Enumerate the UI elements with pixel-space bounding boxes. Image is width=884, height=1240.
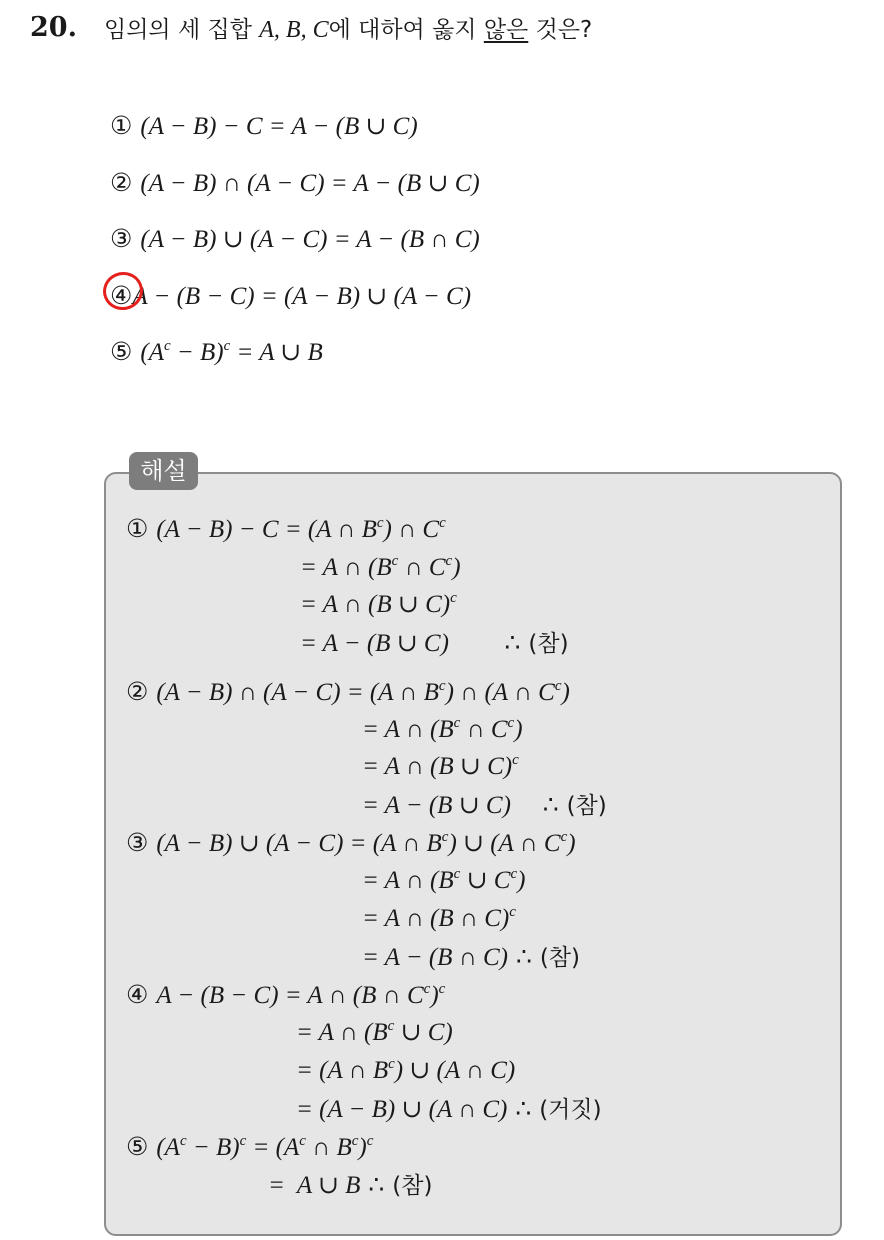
solution-3-line-1: ③ (A − B) ∪ (A − C) = (A ∩ $B^c$) ∪ (A ∩ $C^c$) <box>126 828 576 857</box>
choice-5-marker: ⑤ <box>110 337 133 366</box>
solution-2-line-3: = A ∩ (B ∪ C)$^c$ <box>362 752 519 780</box>
choice-3-expr: (A − B) ∪ (A − C) = A − (B ∩ C) <box>140 226 480 253</box>
question-number: 20. <box>30 12 77 43</box>
choice-1-expr: (A − B) − C = A − (B ∪ C) <box>140 113 418 140</box>
choice-4-marker: ④ <box>110 281 133 310</box>
choice-2-expr: (A − B) ∩ (A − C) = A − (B ∪ C) <box>140 170 480 197</box>
choice-5[interactable] <box>110 337 323 368</box>
choice-1-marker: ① <box>110 111 133 140</box>
solution-label: 해설 <box>129 452 198 490</box>
choice-2-marker: ② <box>110 168 133 197</box>
solution-4-line-2: = A ∩ ($B^c$ ∪ C) <box>296 1018 453 1046</box>
solution-3-line-3: = A ∩ (B ∩ C)$^c$ <box>362 904 516 932</box>
solution-5-line-1: ⑤ $(A^c - B)^c = (A^c$ ∩ $B^c)^c$ <box>126 1132 374 1161</box>
solution-2-line-1: ② (A − B) ∩ (A − C) = (A ∩ $B^c$) ∩ (A ∩ $C^c$) <box>126 677 570 706</box>
solution-1-line-2: = A ∩ ($B^c$ ∩ $C^c$) <box>300 553 461 581</box>
choice-4-expr: A − (B − C) = (A − B) ∪ (A − C) <box>132 283 472 310</box>
solution-2-line-4: = A − (B ∪ C) ∴ (참) <box>362 790 607 819</box>
solution-3-line-2: = A ∩ ($B^c$ ∪ $C^c$) <box>362 866 526 894</box>
choice-2[interactable] <box>110 168 480 199</box>
underlined-word: 않은 <box>483 17 529 43</box>
question-text: 임의의 세 집합 A, B, C에 대하여 옳지 않은 것은? <box>104 17 593 43</box>
solution-3-line-4: = A − (B ∩ C) ∴ (참) <box>362 942 580 971</box>
choice-3[interactable] <box>110 224 480 255</box>
solution-1-line-4: = A − (B ∪ C) ∴ (참) <box>300 628 569 657</box>
solution-4-line-1: ④ A − (B − C) = A ∩ (B ∩ $C^c)^c$ <box>126 980 446 1009</box>
choice-5-expr: $(A^c - B)^c = A$ ∪ B <box>140 338 323 366</box>
solution-5-line-2: = A ∪ B ∴ (참) <box>268 1170 433 1199</box>
solution-1-line-1: ① (A − B) − C = (A ∩ $B^c$) ∩ $C^c$ <box>126 514 446 543</box>
choice-3-marker: ③ <box>110 224 133 253</box>
solution-4-line-4: = (A − B) ∪ (A ∩ C) ∴ (거짓) <box>296 1094 602 1123</box>
choice-4[interactable] <box>110 281 471 312</box>
solution-4-line-3: = (A ∩ $B^c$) ∪ (A ∩ C) <box>296 1056 516 1084</box>
solution-2-line-2: = A ∩ ($B^c$ ∩ $C^c$) <box>362 715 523 743</box>
choice-1[interactable] <box>110 111 418 142</box>
solution-1-line-3: = A ∩ (B ∪ C)$^c$ <box>300 590 457 618</box>
